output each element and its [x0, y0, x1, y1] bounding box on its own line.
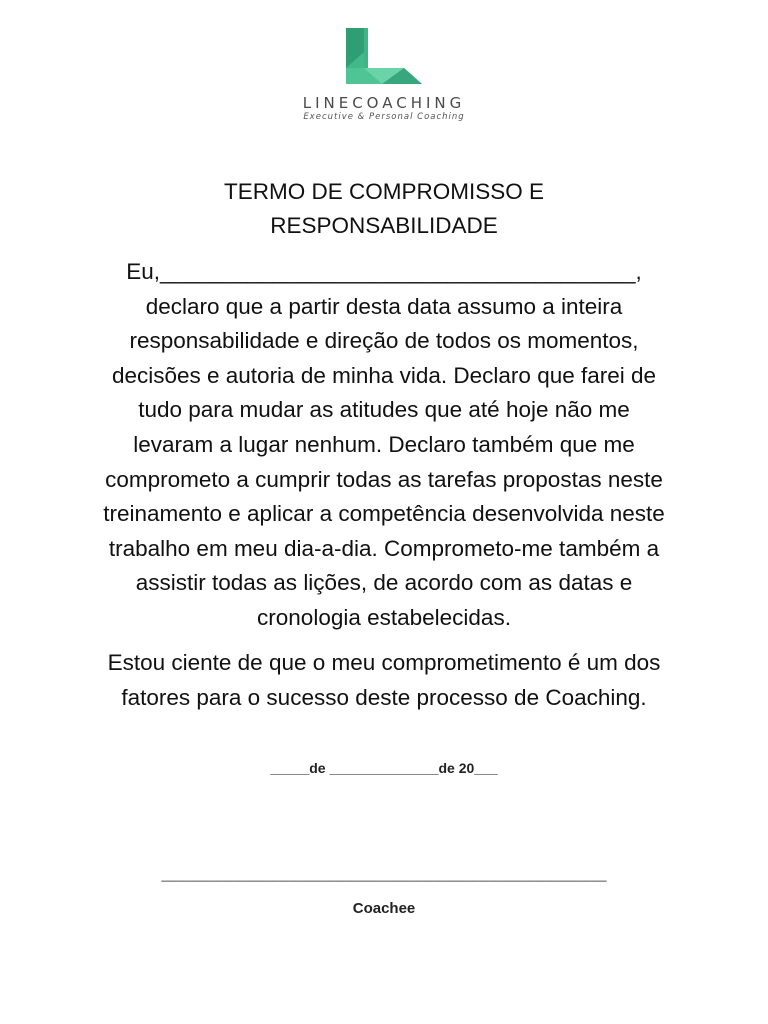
title-line-2: RESPONSABILIDADE [270, 213, 498, 238]
signature-blank-line: ________________________________________ [161, 862, 607, 884]
signature-label: Coachee [352, 900, 416, 917]
brand-tagline: Executive & Personal Coaching [303, 112, 465, 122]
commitment-text: declaro que a partir desta data assumo a inteira responsabilidade e direção de todos os momentos, decisões e autoria de minha vida. Declaro que farei de tudo para mudar as atitudes que até hoje não me levaram a lugar nenhum. Declaro também que me comprometo a cumprir todas as tarefas propostas neste treinamento e aplicar a competência desenvolvida neste trabalho em meu dia-a-dia. Comprometo-me também a assistir todas as lições, de acordo com as datas e cronologia estabelecidas. [103, 293, 665, 630]
commitment-paragraph [96, 255, 672, 636]
document-title [0, 175, 768, 243]
date-blank-line: _____de ______________de 20___ [270, 760, 498, 776]
logo [0, 28, 768, 122]
brand-name: LINECOACHING [302, 94, 466, 112]
name-blank-line: Eu,______________________________________, [126, 259, 642, 284]
line-coaching-logo-icon [342, 28, 426, 90]
awareness-paragraph: Estou ciente de que o meu comprometimento é um dos fatores para o sucesso deste processo de Coaching. [107, 650, 661, 710]
title-line-1: TERMO DE COMPROMISSO E [223, 179, 545, 204]
